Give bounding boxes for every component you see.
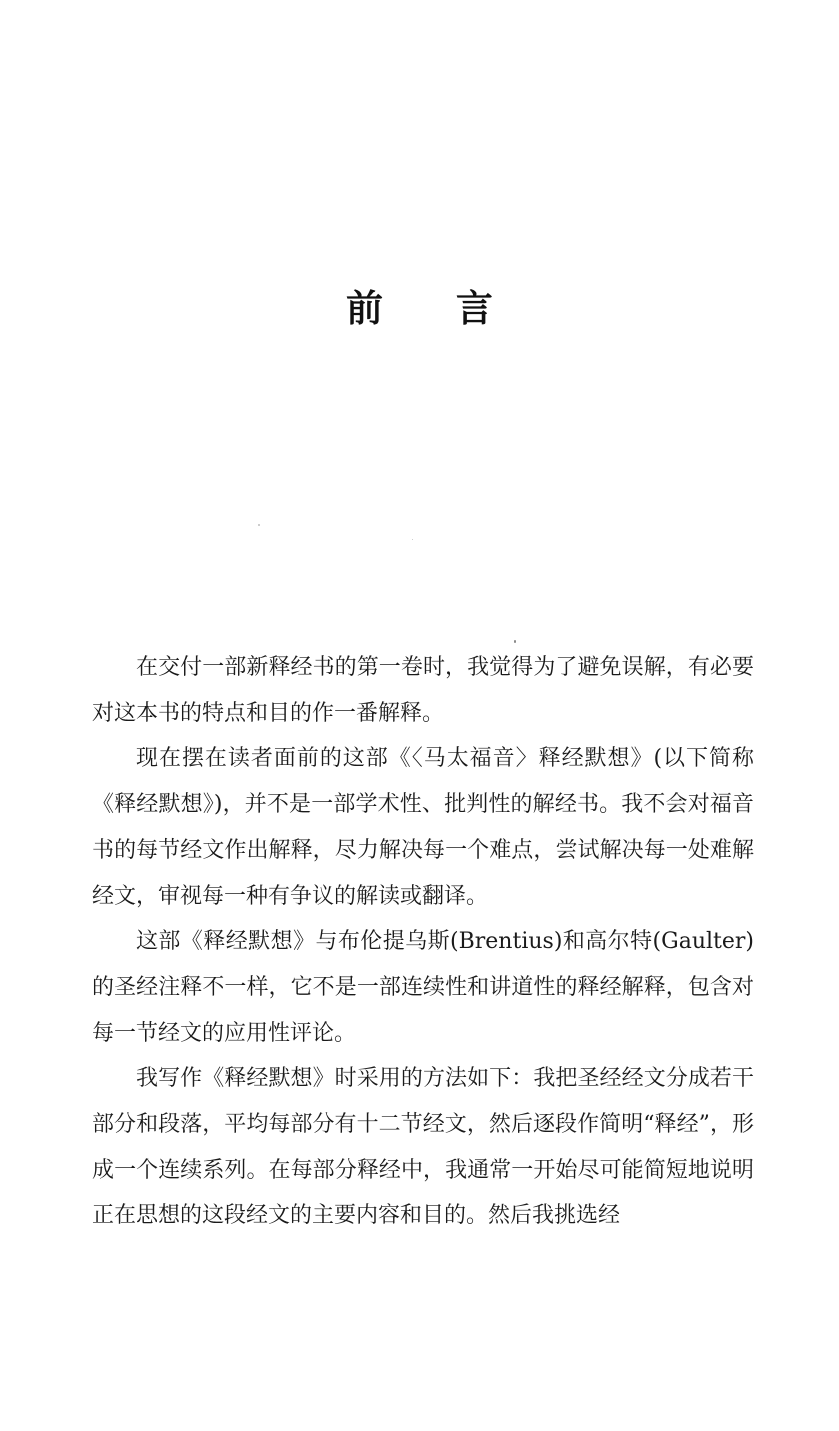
page-title: 前 言 <box>346 286 523 330</box>
paragraph: 这部《释经默想》与布伦提乌斯(Brentius)和高尔特(Gaulter)的圣经注释不一样，它不是一部连续性和讲道性的释经解释，包含对每一节经文的应用性评论。 <box>92 929 754 1046</box>
scan-speck <box>412 539 413 540</box>
paragraph: 我写作《释经默想》时采用的方法如下：我把圣经经文分成若干部分和段落，平均每部分有十二节经文，然后逐段作简明“释经”，形成一个连续系列。在每部分释经中，我通常一开始尽可能简短地说明正在思想的这段经文的主要内容和目的。然后我挑选经 <box>92 1066 754 1229</box>
body-text <box>92 645 754 1239</box>
paragraph: 现在摆在读者面前的这部《〈马太福音〉释经默想》(以下简称《释经默想》)，并不是一部学术性、批判性的解经书。我不会对福音书的每节经文作出解释，尽力解决每一个难点，尝试解决每一处难解经文，审视每一种有争议的解读或翻译。 <box>92 746 754 909</box>
scan-speck <box>258 524 260 526</box>
scan-speck <box>514 640 516 643</box>
paragraph: 在交付一部新释经书的第一卷时，我觉得为了避免误解，有必要对这本书的特点和目的作一番解释。 <box>92 655 754 726</box>
